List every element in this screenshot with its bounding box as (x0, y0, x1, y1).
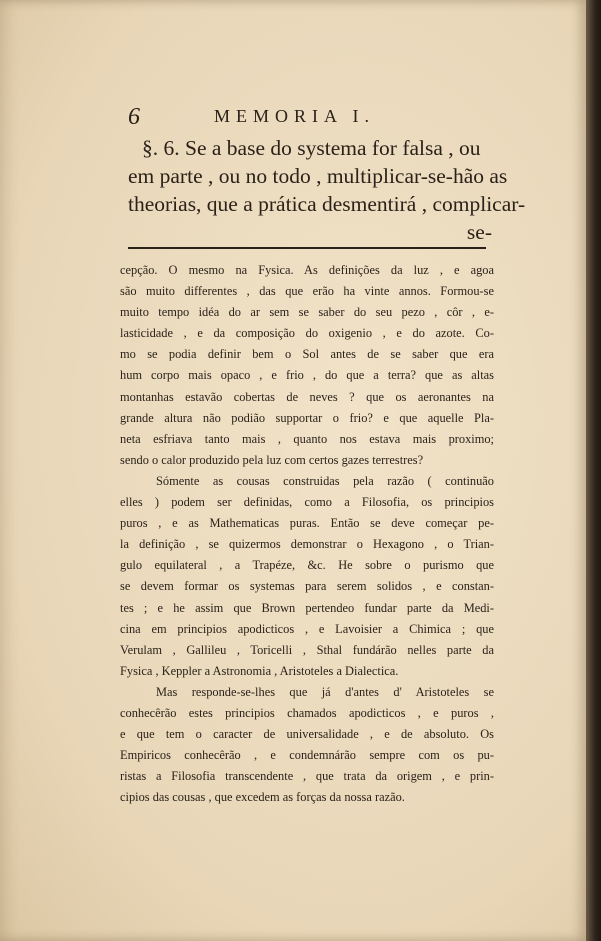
catchword: se- (466, 220, 492, 244)
footnote-line: Verulam , Gallileu , Toricelli , Sthal fundárão nelles parte da (120, 642, 494, 657)
footnote-line: sendo o calor produzido pela luz com certos gazes terrestres? (120, 452, 424, 467)
footnote-line: se devem formar os systemas para serem solidos , e constan- (120, 579, 494, 594)
footnote-line: neta esfriava tanto mais , quanto nos estava mais proximo; (120, 431, 494, 446)
running-head: MEMORIA I. (214, 106, 376, 126)
footnote-line: elles ) podem ser definidas, como a Filosofia, os principios (120, 495, 494, 510)
footnote-line: são muito differentes , das que erão ha vinte annos. Formou-se (120, 284, 494, 299)
book-spine (586, 0, 601, 941)
footnote-line: e que tem o caracter de universalidade , e de absoluto. Os (120, 727, 494, 742)
footnote-line: montanhas estavão cobertas de neves ? que os aeronantes na (120, 389, 494, 404)
footnote-line: cepção. O mesmo na Fysica. As definições da luz , e agoa (120, 263, 494, 277)
main-line: §. 6. Se a base do systema for falsa , ou (142, 136, 481, 160)
footnote-line: tes ; e he assim que Brown pertendeo fundar parte da Medi- (120, 600, 494, 615)
footnote-line: ristas a Filosofia transcendente , que trata da origem , e prin- (120, 769, 494, 784)
footnote-line: cipios das cousas , que excedem as forças da nossa razão. (120, 790, 405, 805)
footnote-line: cina em principios apodicticos , e Lavoisier a Chimica ; que (120, 621, 494, 636)
footnote-line: Mas responde-se-lhes que já d'antes d' Aristoteles se (156, 684, 494, 699)
main-line: em parte , ou no todo , multiplicar-se-hão as (128, 164, 508, 188)
footnote-line: Empiricos conhecêrão , e condemnárão sempre com os pu- (120, 748, 494, 763)
footnote-line: lasticidade , e da composição do oxigenio , e do azote. Co- (120, 326, 494, 341)
footnote-line: mo se podia definir bem o Sol antes de se saber que era (120, 347, 494, 362)
footnote-line: la definição , se quizermos demonstrar o Hexagono , o Trian- (120, 537, 494, 552)
footnote-line: grande altura não podião supportar o frio? e que aquelle Pla- (120, 410, 494, 425)
footnote-line: gulo equilateral , a Trapéze, &c. He sobre o purismo que (120, 558, 494, 573)
footnote-line: puros , e as Mathematicas puras. Então se deve começar pe- (120, 516, 494, 531)
page-number: 6 (128, 104, 140, 130)
footnote-text (120, 260, 494, 808)
footnote-line: Fysica , Keppler a Astronomia , Aristoteles a Dialectica. (120, 663, 399, 678)
footnote-line: hum corpo mais opaco , e frio , do que a terra? que as altas (120, 368, 494, 383)
footnote-line: Sómente as cousas construidas pela razão ( continuão (156, 473, 494, 488)
footnote-line: conhecêrão estes principios chamados apodicticos , e puros , (120, 705, 494, 720)
main-line: theorias, que a prática desmentirá , complicar- (128, 192, 526, 216)
footnote-line: muito tempo idéa do ar sem se saber do seu pezo , côr , e- (120, 305, 494, 320)
main-paragraph (128, 134, 526, 246)
footnote-divider (128, 247, 486, 249)
